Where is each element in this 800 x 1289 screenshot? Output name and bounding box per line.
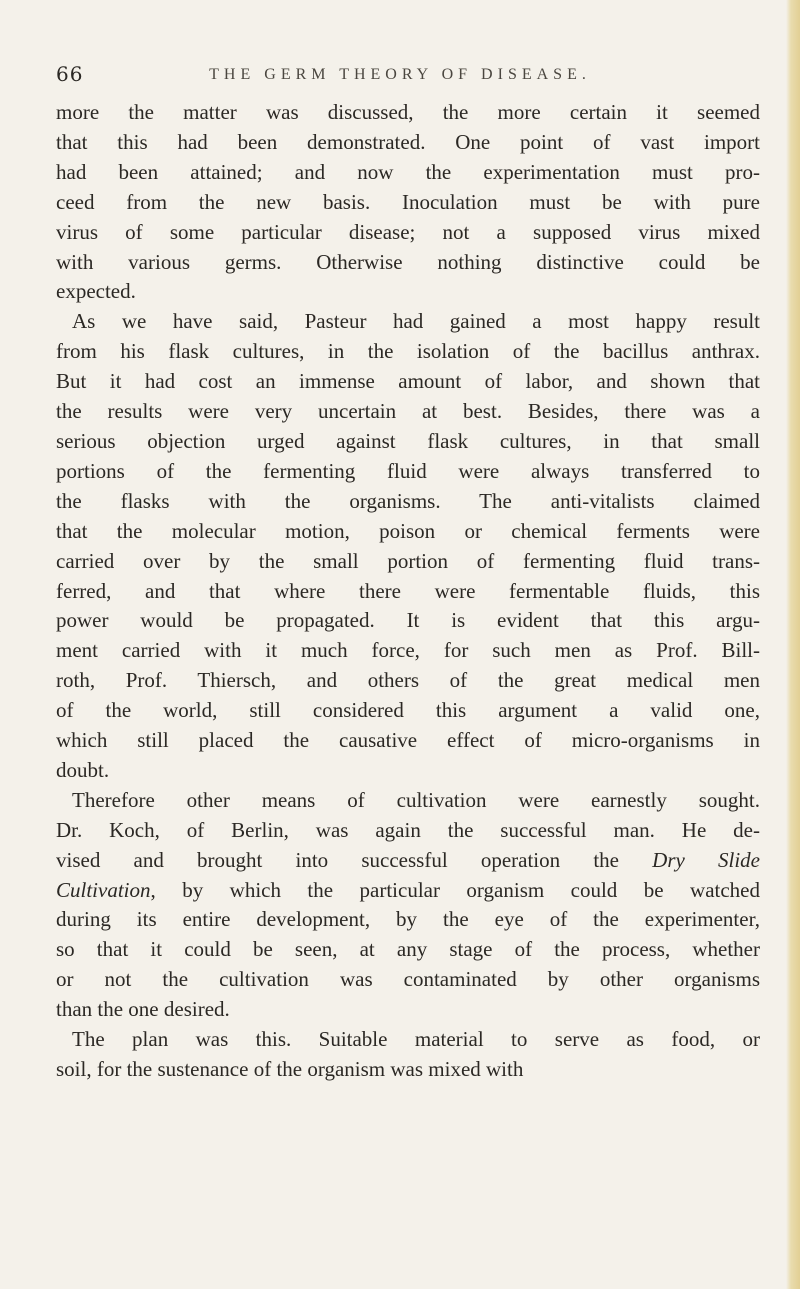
text-line: which still placed the causative effect of micro-organisms in	[56, 728, 760, 753]
text-line: had been attained; and now the experimentation must pro-	[56, 159, 760, 184]
text-line: The plan was this. Suitable material to serve as food, or	[72, 1027, 760, 1052]
text-line: roth, Prof. Thiersch, and others of the great medical men	[56, 668, 760, 693]
text-line: As we have said, Pasteur had gained a most happy result	[72, 309, 760, 334]
text-line: or not the cultivation was contaminated by other organisms	[56, 967, 760, 992]
text-fragment: vised and brought into successful operation the	[56, 847, 653, 872]
text-line: than the one desired.	[56, 997, 230, 1022]
text-line: more the matter was discussed, the more certain it seemed	[56, 100, 760, 124]
text-line: from his flask cultures, in the isolation of the bacillus anthrax.	[56, 339, 760, 364]
text-line: carried over by the small portion of fermenting fluid trans-	[56, 548, 760, 573]
emphasis-dry-slide: Dry Slide	[652, 847, 760, 872]
page-number: 66	[56, 62, 84, 86]
text-line: that the molecular motion, poison or chemical ferments were	[56, 518, 760, 543]
text-line: ferred, and that where there were fermentable fluids, this	[56, 578, 760, 603]
paragraph-3	[56, 786, 760, 1025]
text-line: ceed from the new basis. Inoculation must be with pure	[56, 189, 760, 214]
paragraph-4	[56, 1025, 760, 1085]
text-line: the flasks with the organisms. The anti-vitalists claimed	[56, 488, 760, 513]
text-line: the results were very uncertain at best. Besides, there was a	[56, 399, 760, 424]
text-line: doubt.	[56, 757, 110, 782]
text-line: Dr. Koch, of Berlin, was again the successful man. He de-	[56, 817, 760, 842]
text-fragment: , by which the particular organism could be watched	[150, 877, 760, 902]
paragraph-2	[56, 307, 760, 786]
paragraph-1	[56, 98, 760, 307]
text-line: serious objection urged against flask cultures, in that small	[56, 428, 760, 453]
text-line: But it had cost an immense amount of labor, and shown that	[56, 369, 760, 394]
text-line: with various germs. Otherwise nothing distinctive could be	[56, 249, 760, 274]
text-line: during its entire development, by the eye of the experimenter,	[56, 907, 760, 932]
text-line	[56, 846, 760, 876]
text-line	[56, 876, 760, 906]
text-line: expected.	[56, 279, 136, 304]
text-line: portions of the fermenting fluid were always transferred to	[56, 458, 760, 483]
text-line: virus of some particular disease; not a supposed virus mixed	[56, 219, 760, 244]
text-line: of the world, still considered this argument a valid one,	[56, 698, 760, 723]
body-text	[56, 98, 760, 1085]
text-line: Therefore other means of cultivation were earnestly sought.	[72, 787, 760, 812]
text-line: that this had been demonstrated. One point of vast import	[56, 129, 760, 154]
emphasis-cultivation: Cultivation	[56, 877, 151, 902]
text-line: power would be propagated. It is evident that this argu-	[56, 608, 760, 633]
text-line: soil, for the sustenance of the organism was mixed with	[56, 1057, 524, 1081]
text-line: ment carried with it much force, for such men as Prof. Bill-	[56, 638, 760, 663]
running-title: THE GERM THEORY OF DISEASE.	[209, 66, 591, 83]
page-edge	[786, 0, 800, 1289]
text-line: so that it could be seen, at any stage of the process, whether	[56, 937, 760, 962]
